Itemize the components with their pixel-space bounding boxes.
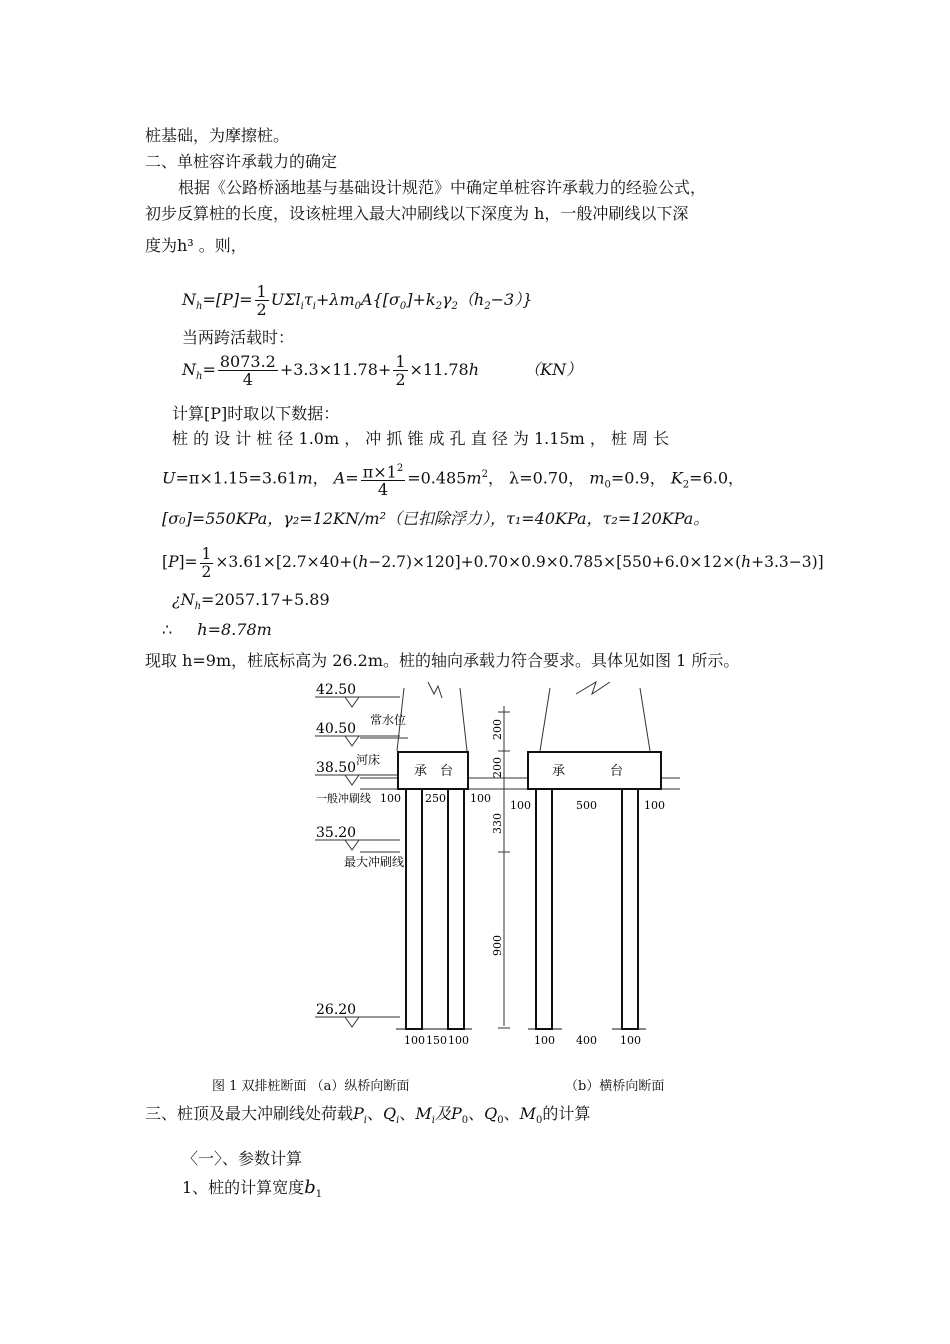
cap-label-b1: 承 bbox=[552, 764, 566, 779]
elevation-38-50: 38.50 bbox=[316, 760, 357, 776]
eq2-half-num: 1 bbox=[395, 352, 406, 371]
therefore-symbol: ∴ bbox=[162, 620, 173, 639]
subsection-heading: 〈一〉、参数计算 bbox=[182, 1149, 303, 1168]
eq2-middle: +3.3×11.78+ bbox=[279, 360, 392, 379]
subsection-item-label: 1、桩的计算宽度 bbox=[182, 1178, 305, 1197]
data-line-3: [σ₀]=550KPa，γ₂=12KN/m²（已扣除浮力），τ₁=40KPa，τ₂=120KPa。 bbox=[162, 509, 710, 528]
eq4-lhs: ¿N bbox=[172, 590, 195, 609]
k2-value: =6.0， bbox=[689, 468, 745, 488]
calc-intro: 计算[P]时取以下数据： bbox=[172, 404, 340, 423]
lambda-value: λ=0.70， bbox=[509, 468, 585, 488]
dim-left-top-2: 250 bbox=[425, 792, 446, 805]
elevation-42-50: 42.50 bbox=[316, 682, 357, 698]
dim-vertical-4: 900 bbox=[491, 935, 504, 956]
dim-left-top-3: 100 bbox=[470, 792, 491, 805]
elevation-35-20: 35.20 bbox=[316, 825, 357, 841]
data-line-1: 桩 的 设 计 桩 径 1.0m ， 冲 抓 锥 成 孔 直 径 为 1.15m ， 桩 周 长 bbox=[172, 429, 670, 448]
label-general-scour: 一般冲刷线 bbox=[316, 792, 371, 805]
eq2-denominator: 4 bbox=[242, 370, 253, 389]
dim-right-top-2: 500 bbox=[576, 799, 597, 812]
dim-vertical-3: 330 bbox=[491, 813, 504, 834]
elevation-26-20: 26.20 bbox=[316, 1002, 357, 1018]
paragraph-line: 度为h³ 。则， bbox=[145, 236, 247, 255]
eq2-tail: ×11.78 bbox=[409, 360, 469, 379]
subsection-item: 1、桩的计算宽度$b_1$ bbox=[182, 1177, 323, 1201]
dim-right-bottom-3: 100 bbox=[620, 1034, 641, 1047]
equation-4: ¿$N_h=2057.17+5.89$ bbox=[172, 590, 330, 613]
dim-right-top-3: 100 bbox=[644, 799, 665, 812]
label-normal-water: 常水位 bbox=[370, 713, 407, 727]
dim-right-bottom-2: 400 bbox=[576, 1034, 597, 1047]
dim-vertical-1: 200 bbox=[491, 719, 504, 740]
a-value: =0.485 bbox=[407, 468, 467, 488]
equation-5 bbox=[162, 620, 272, 640]
eq2-numerator: 8073.2 bbox=[219, 352, 276, 371]
heading3-suffix: 的计算 bbox=[542, 1104, 591, 1123]
section-heading-2: 二、单桩容许承载力的确定 bbox=[145, 152, 338, 171]
eq4-rhs: =2057.17+5.89 bbox=[201, 590, 330, 609]
pile-section-figure bbox=[300, 676, 680, 1066]
equation-3: [P]= $\frac{1}{2}$ ×3.61×[2.7×40+(h−2.7)×120]+0.70×0.9×0.785×[550+6.0×12×(h+3.3−3)] bbox=[162, 544, 824, 581]
cap-label-a2: 台 bbox=[440, 764, 454, 779]
eq2-unit: （KN） bbox=[524, 360, 583, 379]
equation-1: $N_h=[P]=$ $\frac{1}{2}$ $U\Sigma l_i\tau_i+\lambda m_0A\{[\sigma_0]+k_2\gamma_2(h_2-3)\}$ bbox=[182, 282, 533, 319]
text-line: 桩基础，为摩擦桩。 bbox=[145, 126, 290, 145]
m0-value: =0.9， bbox=[610, 468, 666, 488]
figure-caption-a: 图 1 双排桩断面 （a）纵桥向断面 bbox=[212, 1079, 410, 1094]
equation-2: $N_h=$ $\frac{8073.2}{4}$ +3.3×11.78+ $\frac{1}{2}$ ×11.78h （KN） bbox=[182, 352, 583, 389]
dim-left-bottom-3: 100 bbox=[448, 1034, 469, 1047]
dim-left-bottom-2: 150 bbox=[426, 1034, 447, 1047]
dim-vertical-2: 200 bbox=[491, 757, 504, 778]
paragraph-line: 根据《公路桥涵地基与基础设计规范》中确定单桩容许承载力的经验公式， bbox=[178, 178, 707, 197]
result-text: 现取 h=9m，桩底标高为 26.2m。桩的轴向承载力符合要求。具体见如图 1 所示。 bbox=[145, 651, 740, 670]
label-river-bed: 河床 bbox=[356, 753, 381, 767]
eq5-value: h=8.78m bbox=[197, 620, 272, 639]
dim-right-top-1: 100 bbox=[510, 799, 531, 812]
dim-right-bottom-1: 100 bbox=[534, 1034, 555, 1047]
dim-left-bottom-1: 100 bbox=[404, 1034, 425, 1047]
elevation-40-50: 40.50 bbox=[316, 721, 357, 737]
condition-text: 当两跨活载时： bbox=[182, 328, 295, 347]
heading3-prefix: 三、桩顶及最大冲刷线处荷载 bbox=[145, 1104, 354, 1123]
label-max-scour: 最大冲刷线 bbox=[344, 855, 405, 869]
eq2-half-den: 2 bbox=[395, 370, 406, 389]
section-heading-3: 三、桩顶及最大冲刷线处荷载$P_i$、$Q_i$、$M_i$及$P_0$、$Q_0$、$M_0$的计算 bbox=[145, 1104, 591, 1127]
cap-label-a1: 承 bbox=[414, 764, 428, 779]
dim-left-top-1: 100 bbox=[380, 792, 401, 805]
data-line-2: U=π×1.15=3.61m， A= $\frac{\pi\times 1^2}{4}$ $=0.485m^2$， λ=0.70， $m_0=0.9$， $K_2=6.0$， bbox=[162, 452, 744, 509]
figure-caption-b: （b）横桥向断面 bbox=[565, 1079, 665, 1094]
u-value: =π×1.15=3.61 bbox=[175, 468, 298, 488]
cap-label-b2: 台 bbox=[610, 764, 624, 779]
paragraph-line: 初步反算桩的长度，设该桩埋入最大冲刷线以下深度为 h，一般冲刷线以下深 bbox=[145, 204, 689, 223]
